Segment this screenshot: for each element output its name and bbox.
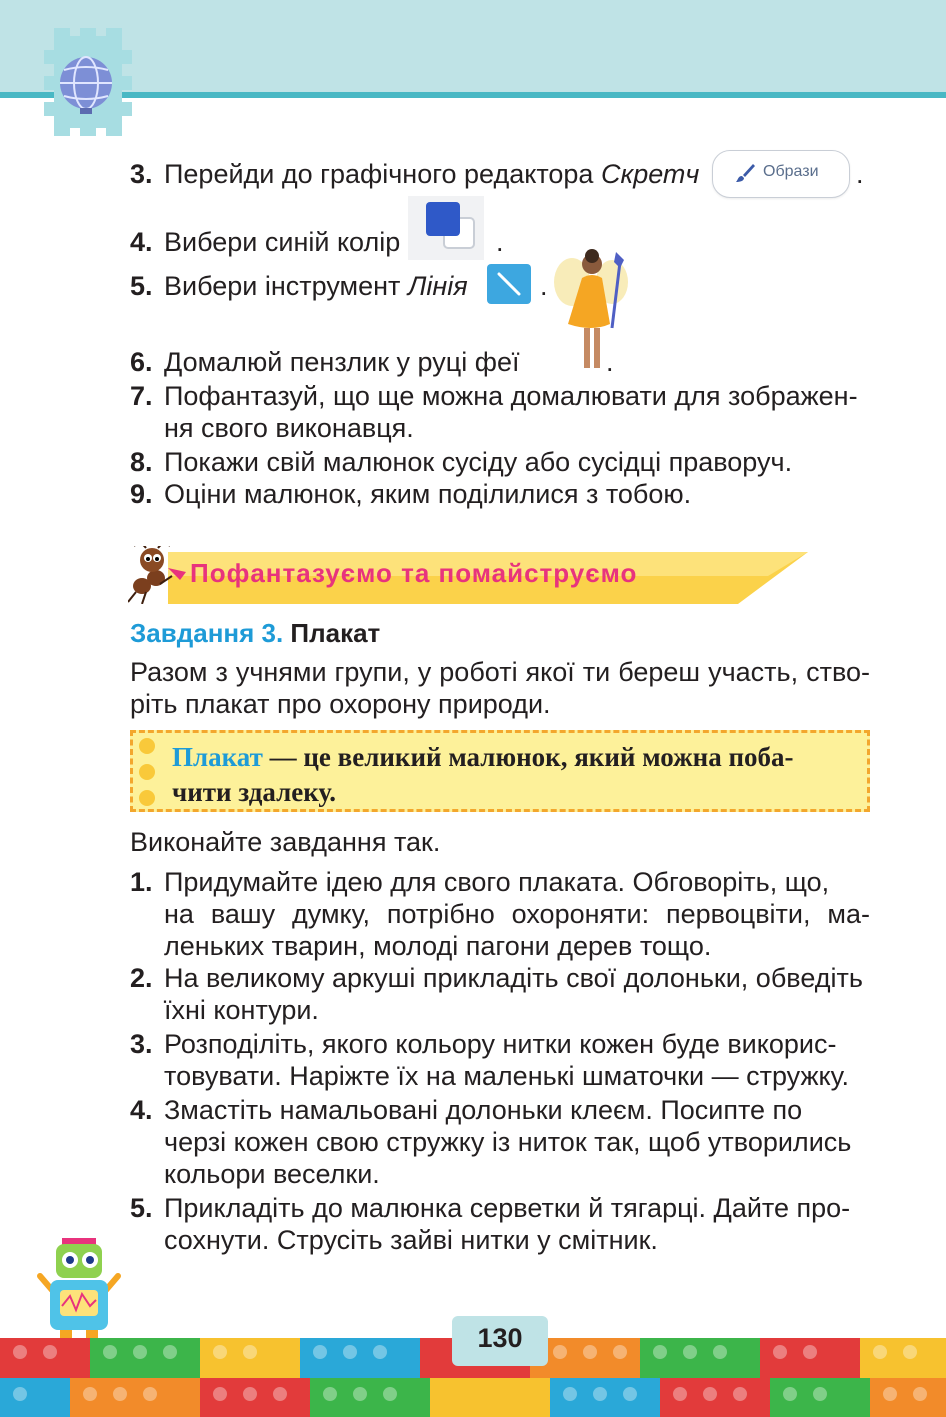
instruction-3	[130, 1028, 836, 1060]
instruction-2-line-2: їхні контури.	[164, 995, 319, 1025]
step-text: Домалюй пензлик у руці феї	[164, 347, 520, 377]
step-number: 2.	[130, 963, 153, 993]
step-6-period: .	[606, 347, 614, 377]
step-7	[130, 380, 858, 412]
step-3	[130, 158, 699, 190]
step-3-period: .	[856, 159, 864, 189]
instruction-2	[130, 962, 863, 994]
page-number: 130	[477, 1323, 523, 1353]
step-4-period: .	[496, 227, 504, 257]
instruction-4-line-3: кольори веселки.	[164, 1159, 380, 1189]
definition-line-1	[172, 740, 862, 774]
step-7-line2: ня свого виконавця.	[164, 413, 414, 443]
step-number: 8.	[130, 447, 153, 477]
step-number: 3.	[130, 1029, 153, 1059]
instruction-1-line-3: леньких тварин, молоді пагони дерев тощо.	[164, 931, 712, 961]
step-text: Вибери синій колір	[164, 227, 401, 257]
bullet-dots-decoration	[136, 736, 158, 810]
definition-term: Плакат	[172, 742, 263, 772]
task-title: Плакат	[290, 618, 381, 648]
step-italic-term: Лінія	[407, 271, 468, 301]
step-text: Розподіліть, якого кольору нитки кожен буде викорис-	[164, 1029, 837, 1059]
task-heading	[130, 618, 380, 649]
brush-icon	[733, 161, 757, 185]
step-number: 1.	[130, 867, 153, 897]
line-tool-icon[interactable]	[487, 264, 531, 304]
step-number: 5.	[130, 271, 153, 301]
instruction-1	[130, 866, 870, 898]
instruction-4	[130, 1094, 802, 1126]
step-number: 3.	[130, 159, 153, 189]
step-number: 4.	[130, 1095, 153, 1125]
globe-puzzle-icon	[40, 28, 132, 136]
step-text: Пофантазуй, що ще можна домалювати для зображен-	[164, 381, 858, 411]
step-6	[130, 346, 519, 378]
step-9	[130, 478, 691, 510]
instruction-4-line-2: черзі кожен свою стружку із ниток так, щоб утворились	[164, 1127, 852, 1157]
task-intro-line-1: Разом з учнями групи, у роботі якої ти береш участь, ство-	[130, 657, 870, 687]
step-text: Покажи свій малюнок сусіду або сусідці праворуч.	[164, 447, 793, 477]
step-text: Перейди до графічного редактора	[164, 159, 601, 189]
step-text: Оціни малюнок, яким поділилися з тобою.	[164, 479, 692, 509]
top-header-band	[0, 0, 946, 98]
definition-line-2: чити здалеку.	[172, 777, 336, 807]
instruction-5	[130, 1192, 850, 1224]
step-number: 7.	[130, 381, 153, 411]
step-number: 6.	[130, 347, 153, 377]
costumes-button[interactable]	[712, 150, 850, 198]
fairy-illustration	[550, 248, 640, 378]
step-4	[130, 226, 400, 258]
costumes-button-label: Образи	[763, 163, 819, 180]
robot-mascot-icon	[36, 1236, 122, 1344]
step-8	[130, 446, 792, 478]
step-italic-term: Скретч	[600, 159, 700, 189]
step-text: Вибери інструмент	[164, 271, 408, 301]
task-label: Завдання 3.	[130, 618, 284, 648]
instruction-1-line-2: на вашу думку, потрібно охороняти: первоцвіти, ма-	[164, 899, 870, 929]
blue-color-swatch-icon[interactable]	[408, 196, 484, 260]
definition-text: — це великий малюнок, який можна поба-	[262, 742, 794, 772]
step-5-period: .	[540, 271, 548, 301]
task-intro-line-2: ріть плакат про охорону природи.	[130, 689, 551, 719]
instruction-5-line-2: сохнути. Струсіть зайві нитки у смітник.	[164, 1225, 658, 1255]
step-text: Придумайте ідею для свого плаката. Обговоріть, що,	[164, 867, 830, 897]
step-number: 4.	[130, 227, 153, 257]
step-text: Змастіть намальовані долоньки клеєм. Посипте по	[164, 1095, 803, 1125]
step-text: На великому аркуші прикладіть свої долоньки, обведіть	[164, 963, 863, 993]
section-banner-text: Пофантазуємо та помайструємо	[190, 558, 638, 588]
step-number: 5.	[130, 1193, 153, 1223]
instruction-3-line-2: товувати. Наріжте їх на маленькі шматочки — стружку.	[164, 1061, 849, 1091]
step-text: Прикладіть до малюнка серветки й тягарці. Дайте про-	[164, 1193, 851, 1223]
step-5	[130, 270, 468, 302]
step-number: 9.	[130, 479, 153, 509]
instructions-intro: Виконайте завдання так.	[130, 827, 441, 857]
